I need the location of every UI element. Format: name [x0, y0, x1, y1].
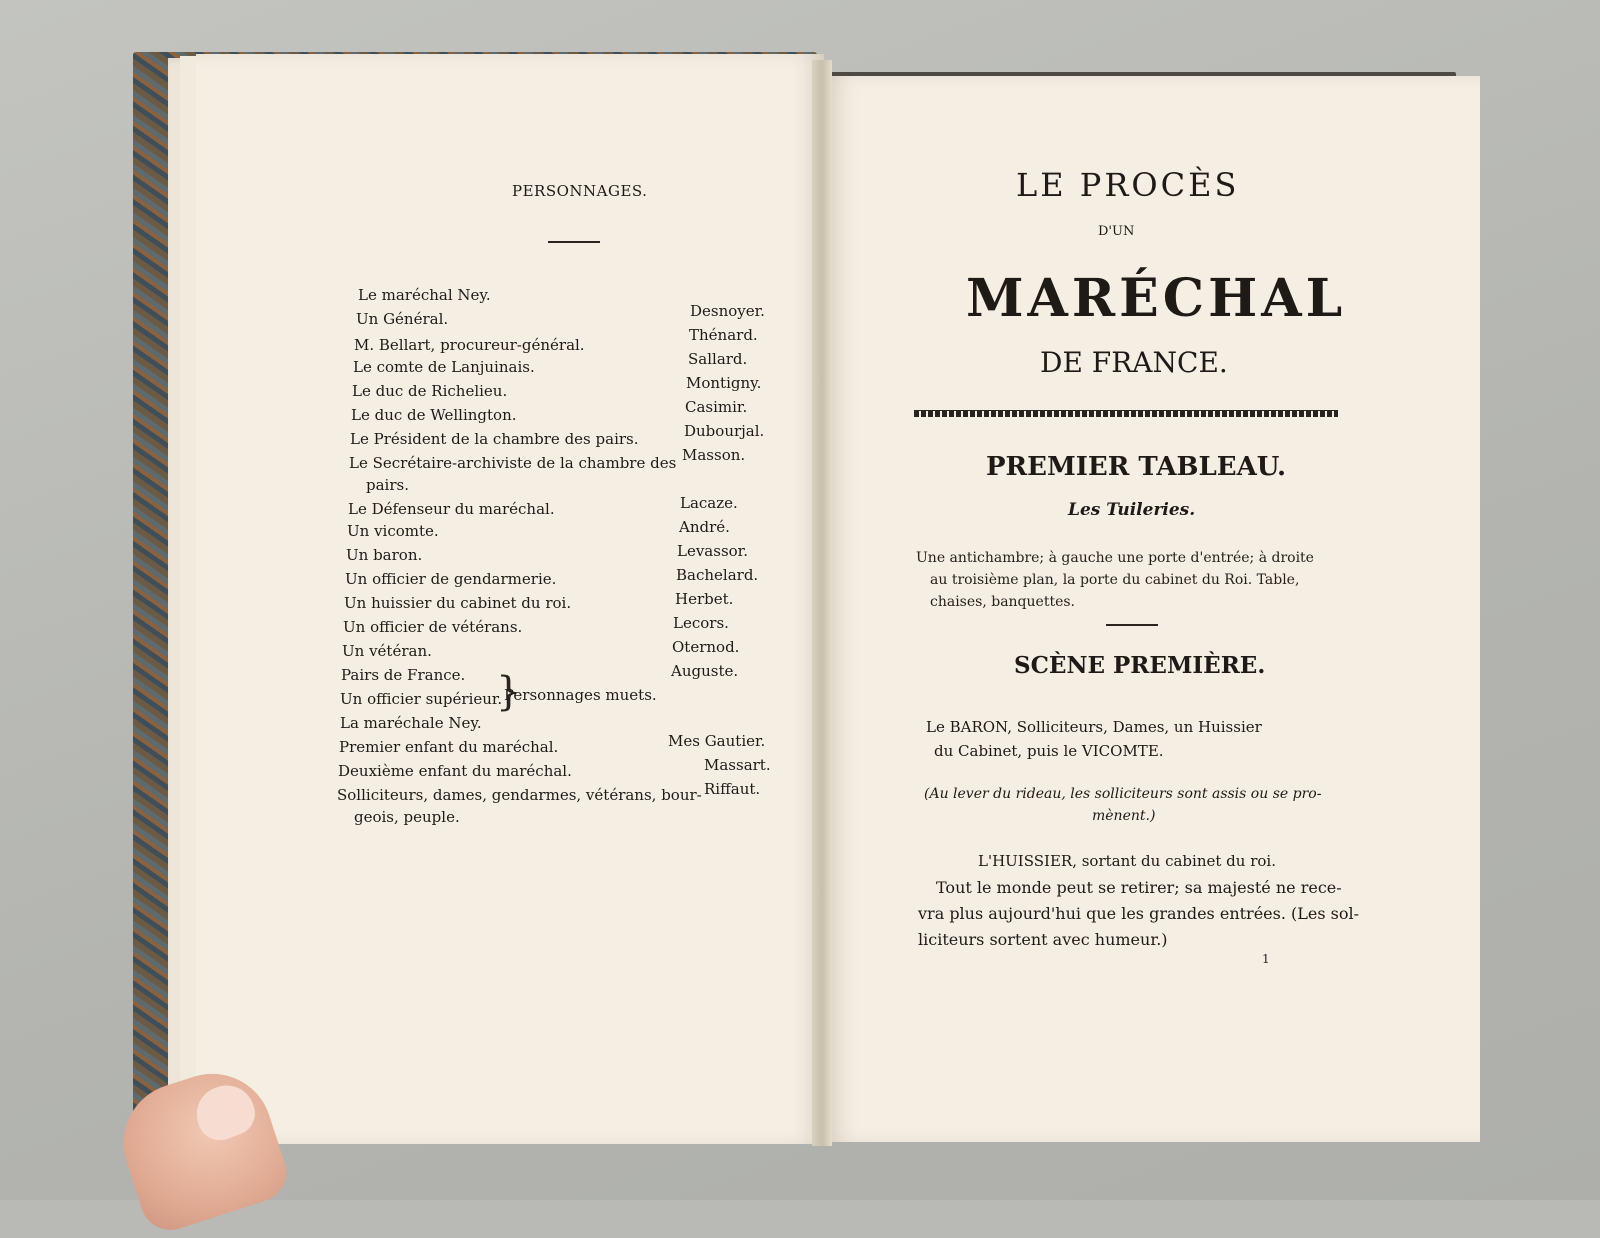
role-line: Le Secrétaire-archiviste de la chambre des — [349, 454, 677, 472]
actor-name: Sallard. — [688, 350, 748, 368]
role-line: M. Bellart, procureur-général. — [354, 336, 585, 354]
actor-name: Oternod. — [672, 638, 740, 656]
cast-line: Le BARON, Solliciteurs, Dames, un Huissier — [926, 718, 1262, 736]
actor-name: Casimir. — [685, 398, 748, 416]
role-line: Le duc de Richelieu. — [352, 382, 508, 400]
role-line: Deuxième enfant du maréchal. — [338, 762, 572, 780]
actor-name: Lacaze. — [680, 494, 738, 512]
actor-name: Lecors. — [673, 614, 729, 632]
role-line: Un huissier du cabinet du roi. — [344, 594, 572, 612]
role-line: Un officier de vétérans. — [343, 618, 523, 636]
role-line: Pairs de France. — [341, 666, 466, 684]
role-line: Le comte de Lanjuinais. — [353, 358, 535, 376]
tableau-heading: PREMIER TABLEAU. — [986, 452, 1287, 482]
book-gutter — [812, 60, 832, 1146]
heading-rule — [548, 241, 600, 243]
page-number: 1 — [1262, 952, 1270, 966]
actor-name: Mes Gautier. — [668, 732, 766, 750]
role-line: Un vicomte. — [347, 522, 439, 540]
role-line: Un officier supérieur. — [340, 690, 503, 708]
actor-name: Desnoyer. — [690, 302, 765, 320]
location-heading: Les Tuileries. — [1068, 500, 1196, 520]
brace-glyph: } — [496, 669, 522, 715]
title-line-2: D'UN — [1098, 224, 1135, 239]
actor-name: Massart. — [704, 756, 771, 774]
actor-name: Auguste. — [671, 662, 739, 680]
actor-name: Thénard. — [689, 326, 758, 344]
actor-name: André. — [679, 518, 730, 536]
speaker-line: L'HUISSIER, sortant du cabinet du roi. — [978, 852, 1276, 870]
actor-name: Herbet. — [675, 590, 734, 608]
role-line: Le duc de Wellington. — [351, 406, 517, 424]
actor-name: Riffaut. — [704, 780, 761, 798]
actor-name: Bachelard. — [676, 566, 759, 584]
role-line: geois, peuple. — [354, 808, 460, 826]
role-line: Premier enfant du maréchal. — [339, 738, 559, 756]
description-line: chaises, banquettes. — [930, 594, 1075, 610]
title-line-4: DE FRANCE. — [1040, 346, 1228, 379]
section-rule — [1106, 624, 1158, 626]
actor-name: Levassor. — [677, 542, 748, 560]
stage-direction-line: (Au lever du rideau, les solliciteurs sont assis ou se pro- — [924, 786, 1322, 802]
mute-note: Personnages muets. — [504, 686, 657, 704]
stage-direction-line: mènent.) — [1092, 808, 1156, 824]
role-line: Un Général. — [356, 310, 449, 328]
scene-heading: SCÈNE PREMIÈRE. — [1014, 652, 1266, 679]
title-line-3: MARÉCHAL — [966, 268, 1347, 329]
role-line: Solliciteurs, dames, gendarmes, vétérans, bour- — [337, 786, 702, 804]
speech-line: vra plus aujourd'hui que les grandes entrées. (Les sol- — [918, 904, 1360, 923]
speech-line: Tout le monde peut se retirer; sa majesté ne rece- — [936, 878, 1342, 897]
actor-name: Masson. — [682, 446, 746, 464]
role-line: Le Président de la chambre des pairs. — [350, 430, 639, 448]
role-line: pairs. — [366, 476, 409, 494]
description-line: au troisième plan, la porte du cabinet du Roi. Table, — [930, 572, 1300, 588]
right-page — [826, 76, 1480, 1142]
role-line: Un vétéran. — [342, 642, 432, 660]
decorative-rule — [914, 410, 1338, 417]
speech-line: liciteurs sortent avec humeur.) — [918, 930, 1168, 949]
actor-name: Dubourjal. — [684, 422, 765, 440]
role-line: Le Défenseur du maréchal. — [348, 500, 555, 518]
personnages-heading: PERSONNAGES. — [512, 182, 648, 200]
role-line: La maréchale Ney. — [340, 714, 482, 732]
actor-name: Montigny. — [686, 374, 762, 392]
description-line: Une antichambre; à gauche une porte d'entrée; à droite — [916, 550, 1314, 566]
title-line-1: LE PROCÈS — [1016, 166, 1240, 204]
role-line: Un officier de gendarmerie. — [345, 570, 557, 588]
cast-line: du Cabinet, puis le VICOMTE. — [934, 742, 1164, 760]
role-line: Un baron. — [346, 546, 423, 564]
role-line: Le maréchal Ney. — [358, 286, 491, 304]
